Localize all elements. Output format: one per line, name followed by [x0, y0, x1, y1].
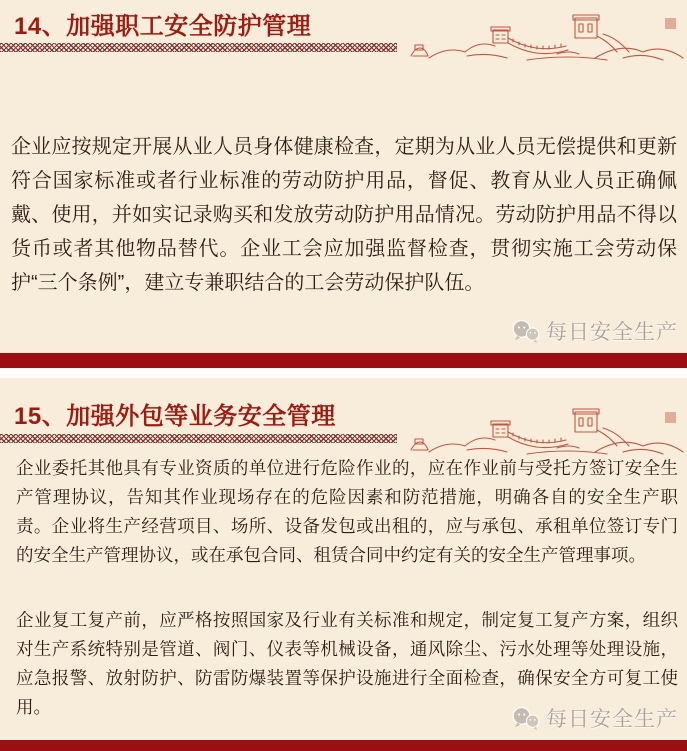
- watermark-text: 每日安全生产: [546, 708, 678, 731]
- seal-stamp-icon: [665, 18, 676, 29]
- seal-stamp-icon: [665, 412, 676, 423]
- hatch-divider: [0, 43, 397, 52]
- section-15-panel: [0, 378, 687, 740]
- body-paragraph: 企业复工复产前，应严格按照国家及行业有关标准和规定，制定复工复产方案，组织对生产系统特别是管道、阀门、仪表等机械设备，通风除尘、污水处理等处理设施，应急报警、放射防护、防雷防爆装置等保护设施进行全面检查，确保安全方可复工使用。: [16, 610, 678, 717]
- body-paragraph: 企业委托其他具有专业资质的单位进行危险作业的，应在作业前与受托方签订安全生产管理协议，告知其作业现场存在的危险因素和防范措施，明确各自的安全生产职责。企业将生产经营项目、场所、设备发包或出租的，应与承包、承租单位签订专门的安全生产管理协议，或在承包合同、租赁合同中约定有关的安全生产管理事项。: [16, 458, 678, 565]
- white-gap: [0, 368, 687, 378]
- section-14-panel: [0, 0, 687, 353]
- great-wall-icon: [407, 12, 685, 68]
- section-14-title: 14、加强职工安全防护管理: [14, 13, 312, 40]
- watermark-text: 每日安全生产: [546, 321, 678, 344]
- body-paragraph: 企业应按规定开展从业人员身体健康检查，定期为从业人员无偿提供和更新符合国家标准或者行业标准的劳动防护用品，督促、教育从业人员正确佩戴、使用，并如实记录购买和发放劳动防护用品情况。劳动防护用品不得以货币或者其他物品替代。企业工会应加强监督检查，贯彻实施工会劳动保护“三个条例”，建立专兼职结合的工会劳动保护队伍。: [11, 136, 677, 294]
- red-divider-bar: [0, 740, 687, 751]
- red-divider-bar: [0, 353, 687, 368]
- wechat-icon: [511, 706, 541, 731]
- watermark: [511, 703, 678, 733]
- wechat-icon: [511, 319, 541, 344]
- hatch-divider: [0, 434, 397, 443]
- watermark: [511, 316, 678, 346]
- section-15-title: 15、加强外包等业务安全管理: [14, 403, 336, 430]
